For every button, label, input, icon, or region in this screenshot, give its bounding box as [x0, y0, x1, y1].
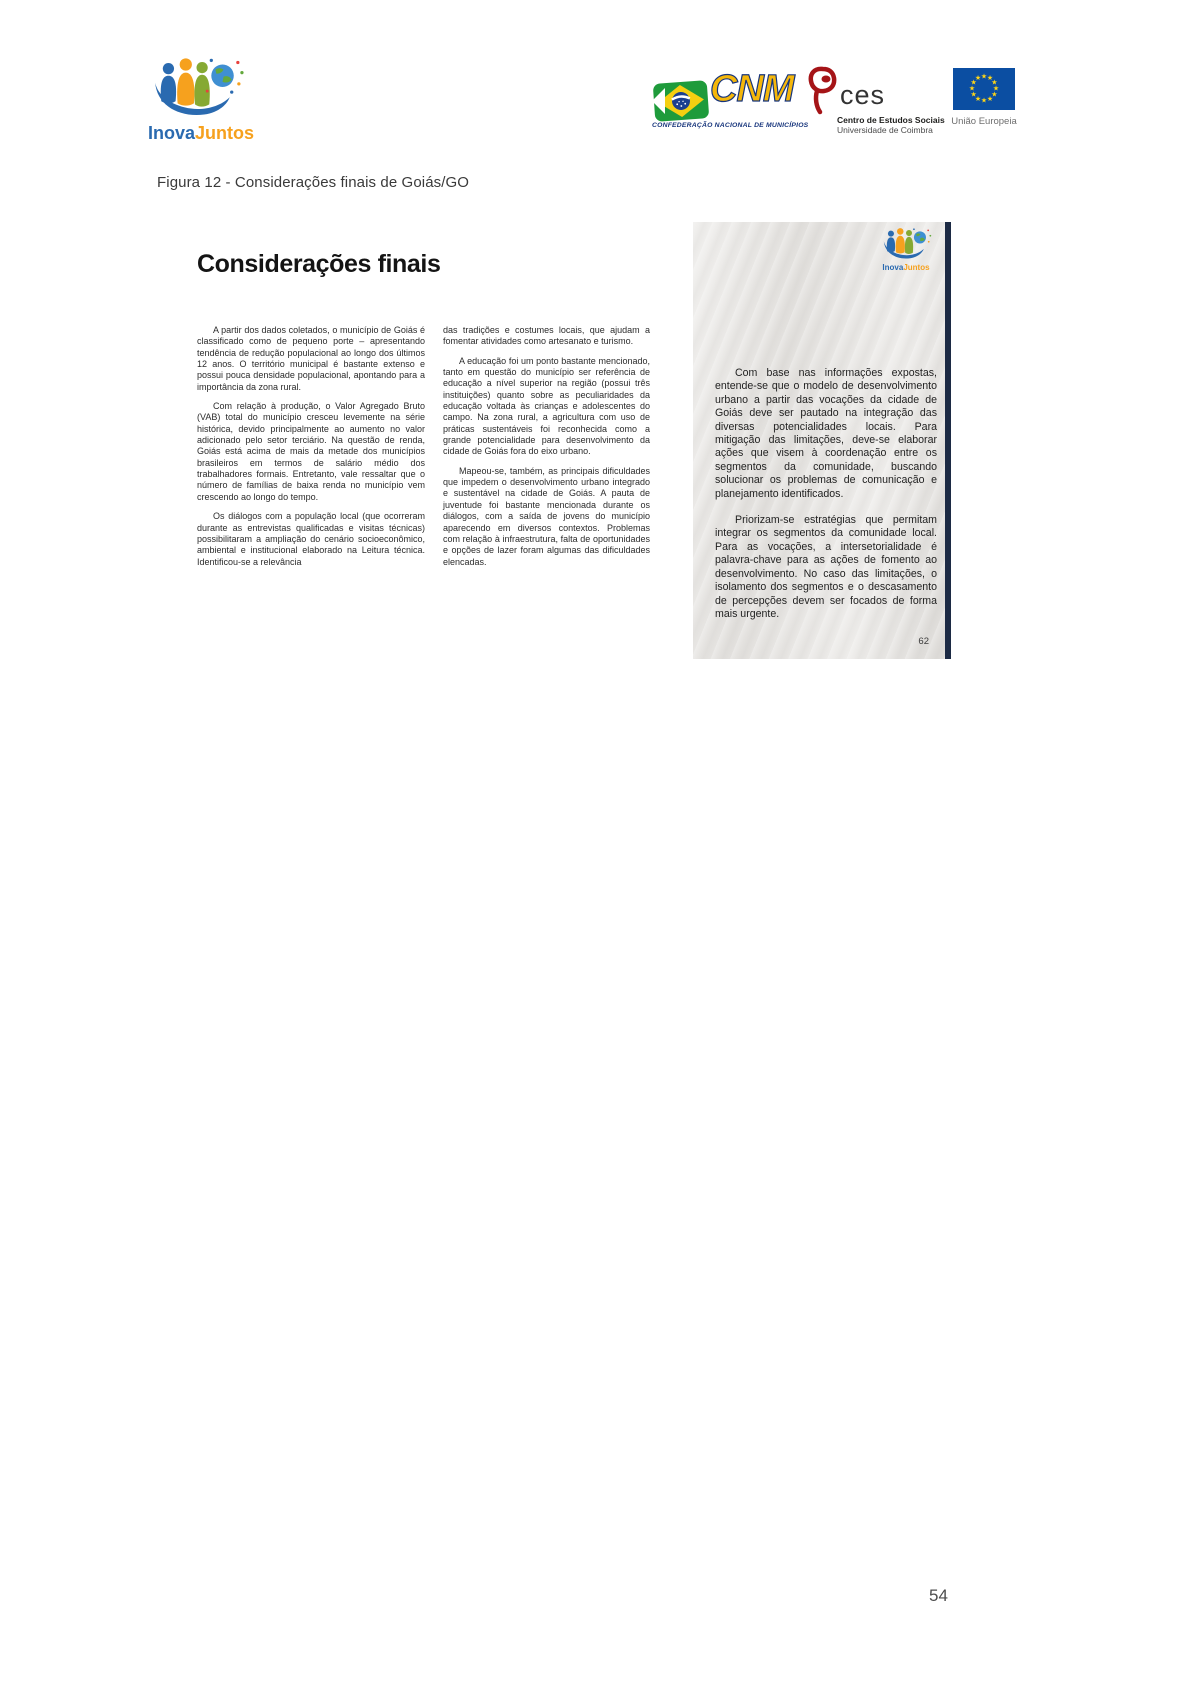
page-number: 54 — [929, 1586, 948, 1605]
svg-text:★: ★ — [980, 73, 988, 81]
svg-text:★: ★ — [986, 95, 994, 103]
paragraph: A educação foi um ponto bastante mencionado, tanto em questão do município ser referência de educação a nível superior na região (possui três instituições) quanto sobre as peculiaridades da educação voltada às crianças e adolescentes do campo. Na zona rural, a agricultura com uso de práticas sustentáveis foi reconhecida como a grande potencialidade para desenvolvimento da cidade de Goiás fora do eixo urbano. — [443, 355, 650, 457]
svg-text:★: ★ — [991, 79, 998, 87]
figure-page-title: Considerações finais — [197, 250, 441, 278]
figure-inner-page-number: 62 — [918, 636, 929, 647]
ces-logo — [808, 64, 945, 136]
figure-text-column-1 — [197, 325, 425, 576]
ces-glyph-icon — [808, 66, 838, 121]
paragraph: Priorizam-se estratégias que permitam integrar os segmentos da comunidade local. Para as vocações, a intersetorialidade é palavra-chave para as ações de fomento ao desenvolvimento. No caso das limitações, o isolamento dos segmentos e o descasamento de percepções devem ser focados de forma mais urgente. — [715, 514, 937, 620]
paragraph: Com relação à produção, o Valor Agregado Bruto (VAB) total do município cresceu levemente na série histórica, devido principalmente ao aumento no valor adicionado pelo setor terciário. Na questão de renda, Goiás está acima de mais da metade dos municípios brasileiros em termos de salário médio dos trabalhadores formais. Entretanto, vale ressaltar que o número de famílias de baixa renda no município vem crescendo ao longo do tempo. — [197, 401, 425, 502]
ces-acronym: ces — [840, 80, 886, 110]
eu-label: União Europeia — [951, 116, 1017, 127]
eu-logo — [953, 68, 1033, 132]
paragraph: Mapeou-se, também, as principais dificuldades que impedem o desenvolvimento urbano integrado e sustentável na cidade de Goiás. A pauta de juventude foi bastante mencionada durante os diálogos, com a saída de jovens do município aparecendo em diversos contextos. Problemas com relação à infraestrutura, falta de oportunidades e opções de lazer foram algumas das dificuldades elencadas. — [443, 465, 650, 567]
eu-flag-icon — [953, 68, 1015, 115]
figure-sidebar-panel — [693, 222, 945, 659]
sidebar-inovajuntos-wordmark: InovaJuntos — [882, 263, 930, 272]
svg-text:★: ★ — [992, 85, 1000, 93]
svg-text:★: ★ — [970, 91, 977, 99]
figure-caption: Figura 12 - Considerações finais de Goiás/GO — [157, 174, 470, 191]
ces-university-name: Universidade de Coimbra — [837, 125, 933, 135]
inovajuntos-logo — [148, 56, 258, 144]
svg-text:★: ★ — [980, 97, 988, 105]
inovajuntos-wordmark: InovaJuntos — [148, 123, 255, 143]
cnm-logo — [652, 68, 809, 136]
paragraph: Com base nas informações expostas, entende-se que o modelo de desenvolvimento urbano a partir das vocações da cidade de Goiás deve ser pautado na integração das diversas potencialidades locais. Para mitigação das limitações, deve-se elaborar ações que visem à coordenação entre os segmentos da comunidade, buscando solucionar os problemas de comunicação e planejamento identificados. — [715, 367, 937, 500]
figure-right-edge-stripe — [945, 222, 951, 659]
svg-text:★: ★ — [970, 79, 977, 87]
svg-text:★: ★ — [974, 75, 982, 83]
figure-text-column-2 — [443, 325, 650, 576]
svg-text:★: ★ — [991, 91, 998, 99]
svg-text:★: ★ — [986, 75, 994, 83]
inovajuntos-logo-icon — [148, 107, 245, 124]
cnm-acronym: CNM — [710, 68, 794, 110]
sidebar-text-block — [715, 367, 937, 634]
paragraph: das tradições e costumes locais, que ajudam a fomentar atividades como artesanato e turismo. — [443, 325, 650, 347]
sidebar-inovajuntos-logo — [875, 227, 937, 272]
svg-text:★: ★ — [974, 95, 982, 103]
cnm-subtitle: CONFEDERAÇÃO NACIONAL DE MUNICÍPIOS — [652, 122, 809, 129]
paragraph: A partir dos dados coletados, o município de Goiás é classificado como de pequeno porte – apresentando tendência de redução populacional ao longo dos últimos 12 anos. O território municipal é bastante extenso e possui pouca densidade populacional, apontando para a importância da zona rural. — [197, 325, 425, 392]
paragraph: Os diálogos com a população local (que ocorreram durante as entrevistas qualificadas e visitas técnicas) possibilitaram a ampliação do cenário socioeconômico, ambiental e institucional elaborado na Leitura técnica. Identificou-se a relevância — [197, 511, 425, 567]
ces-center-name: Centro de Estudos Sociais — [837, 115, 945, 125]
figure-image — [195, 222, 951, 659]
svg-text:★: ★ — [968, 85, 976, 93]
